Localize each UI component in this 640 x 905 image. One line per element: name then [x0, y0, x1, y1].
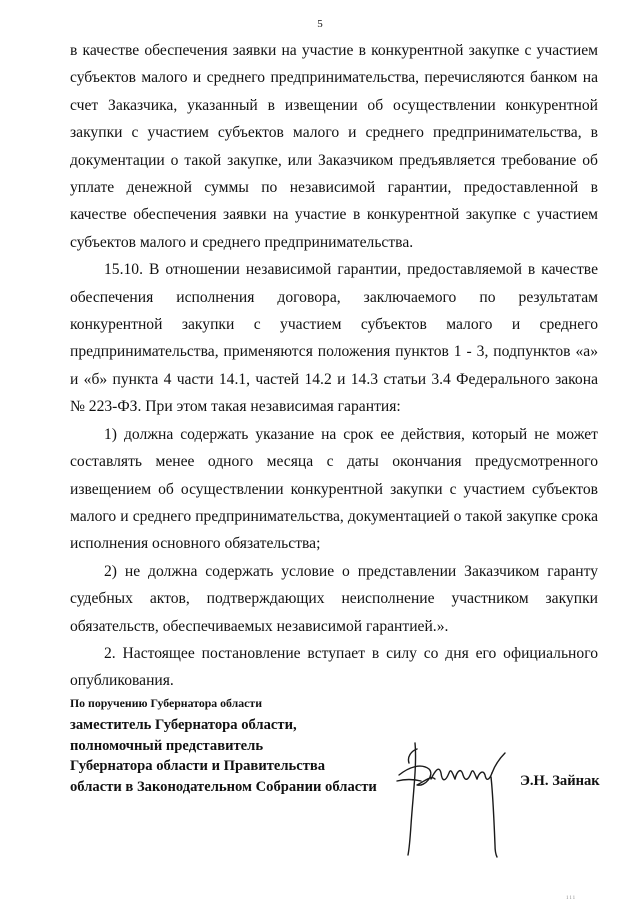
handwritten-signature [395, 735, 515, 860]
paragraph-15-10: 15.10. В отношении независимой гарантии, предоставляемой в качестве обеспечения исполнения договора, заключаемого по результатам конкурентной закупки с участием субъектов малого и среднего предпринимательства, применяются положения пунктов 1 - 3, подпунктов «а» и «б» пункта 4 части 14.1, частей 14.2 и 14.3 статьи 3.4 Федерального закона № 223-ФЗ. При этом такая независимая гарантия: [70, 261, 598, 416]
paragraph-effective-date: 2. Настоящее постановление вступает в силу со дня его официального опубликования. [70, 644, 598, 690]
page-number: 5 [317, 18, 323, 30]
signer-position-line: полномочный представитель [70, 737, 264, 754]
paragraph-guarantee-payment: в качестве обеспечения заявки на участие в конкурентной закупке с участием субъектов малого и среднего предпринимательства, перечисляются банком на счет Заказчика, указанный в извещении об осуществлении конкурентной закупки с участием субъектов малого и среднего предпринимательства, в документации о такой закупке, или Заказчиком предъявляется требование об уплате денежной суммы по независимой гарантии, предоставленной в качестве обеспечения заявки на участие в конкурентной закупке с участием субъектов малого и среднего предпринимательства. [70, 42, 598, 251]
signer-position-line: области в Законодательном Собрании области [70, 778, 377, 795]
signer-position-line: Губернатора области и Правительства [70, 758, 326, 775]
footer-mark: 111 [566, 896, 577, 901]
paragraph-item-1: 1) должна содержать указание на срок ее действия, который не может составлять менее одного месяца с даты окончания предусмотренного извещением об осуществлении конкурентной закупки с участием субъектов малого и среднего предпринимательства, документацией о такой закупке срока исполнения основного обязательства; [70, 425, 598, 553]
signer-name: Э.Н. Зайнак [520, 773, 600, 789]
signer-position-line: заместитель Губернатора области, [70, 717, 297, 733]
paragraph-item-2: 2) не должна содержать условие о представлении Заказчиком гаранту судебных актов, подтверждающих неисполнение участником закупки обязательств, обеспечиваемых независимой гарантией.». [70, 562, 598, 635]
on-behalf-line: По поручению Губернатора области [70, 696, 262, 710]
document-body [70, 37, 598, 695]
